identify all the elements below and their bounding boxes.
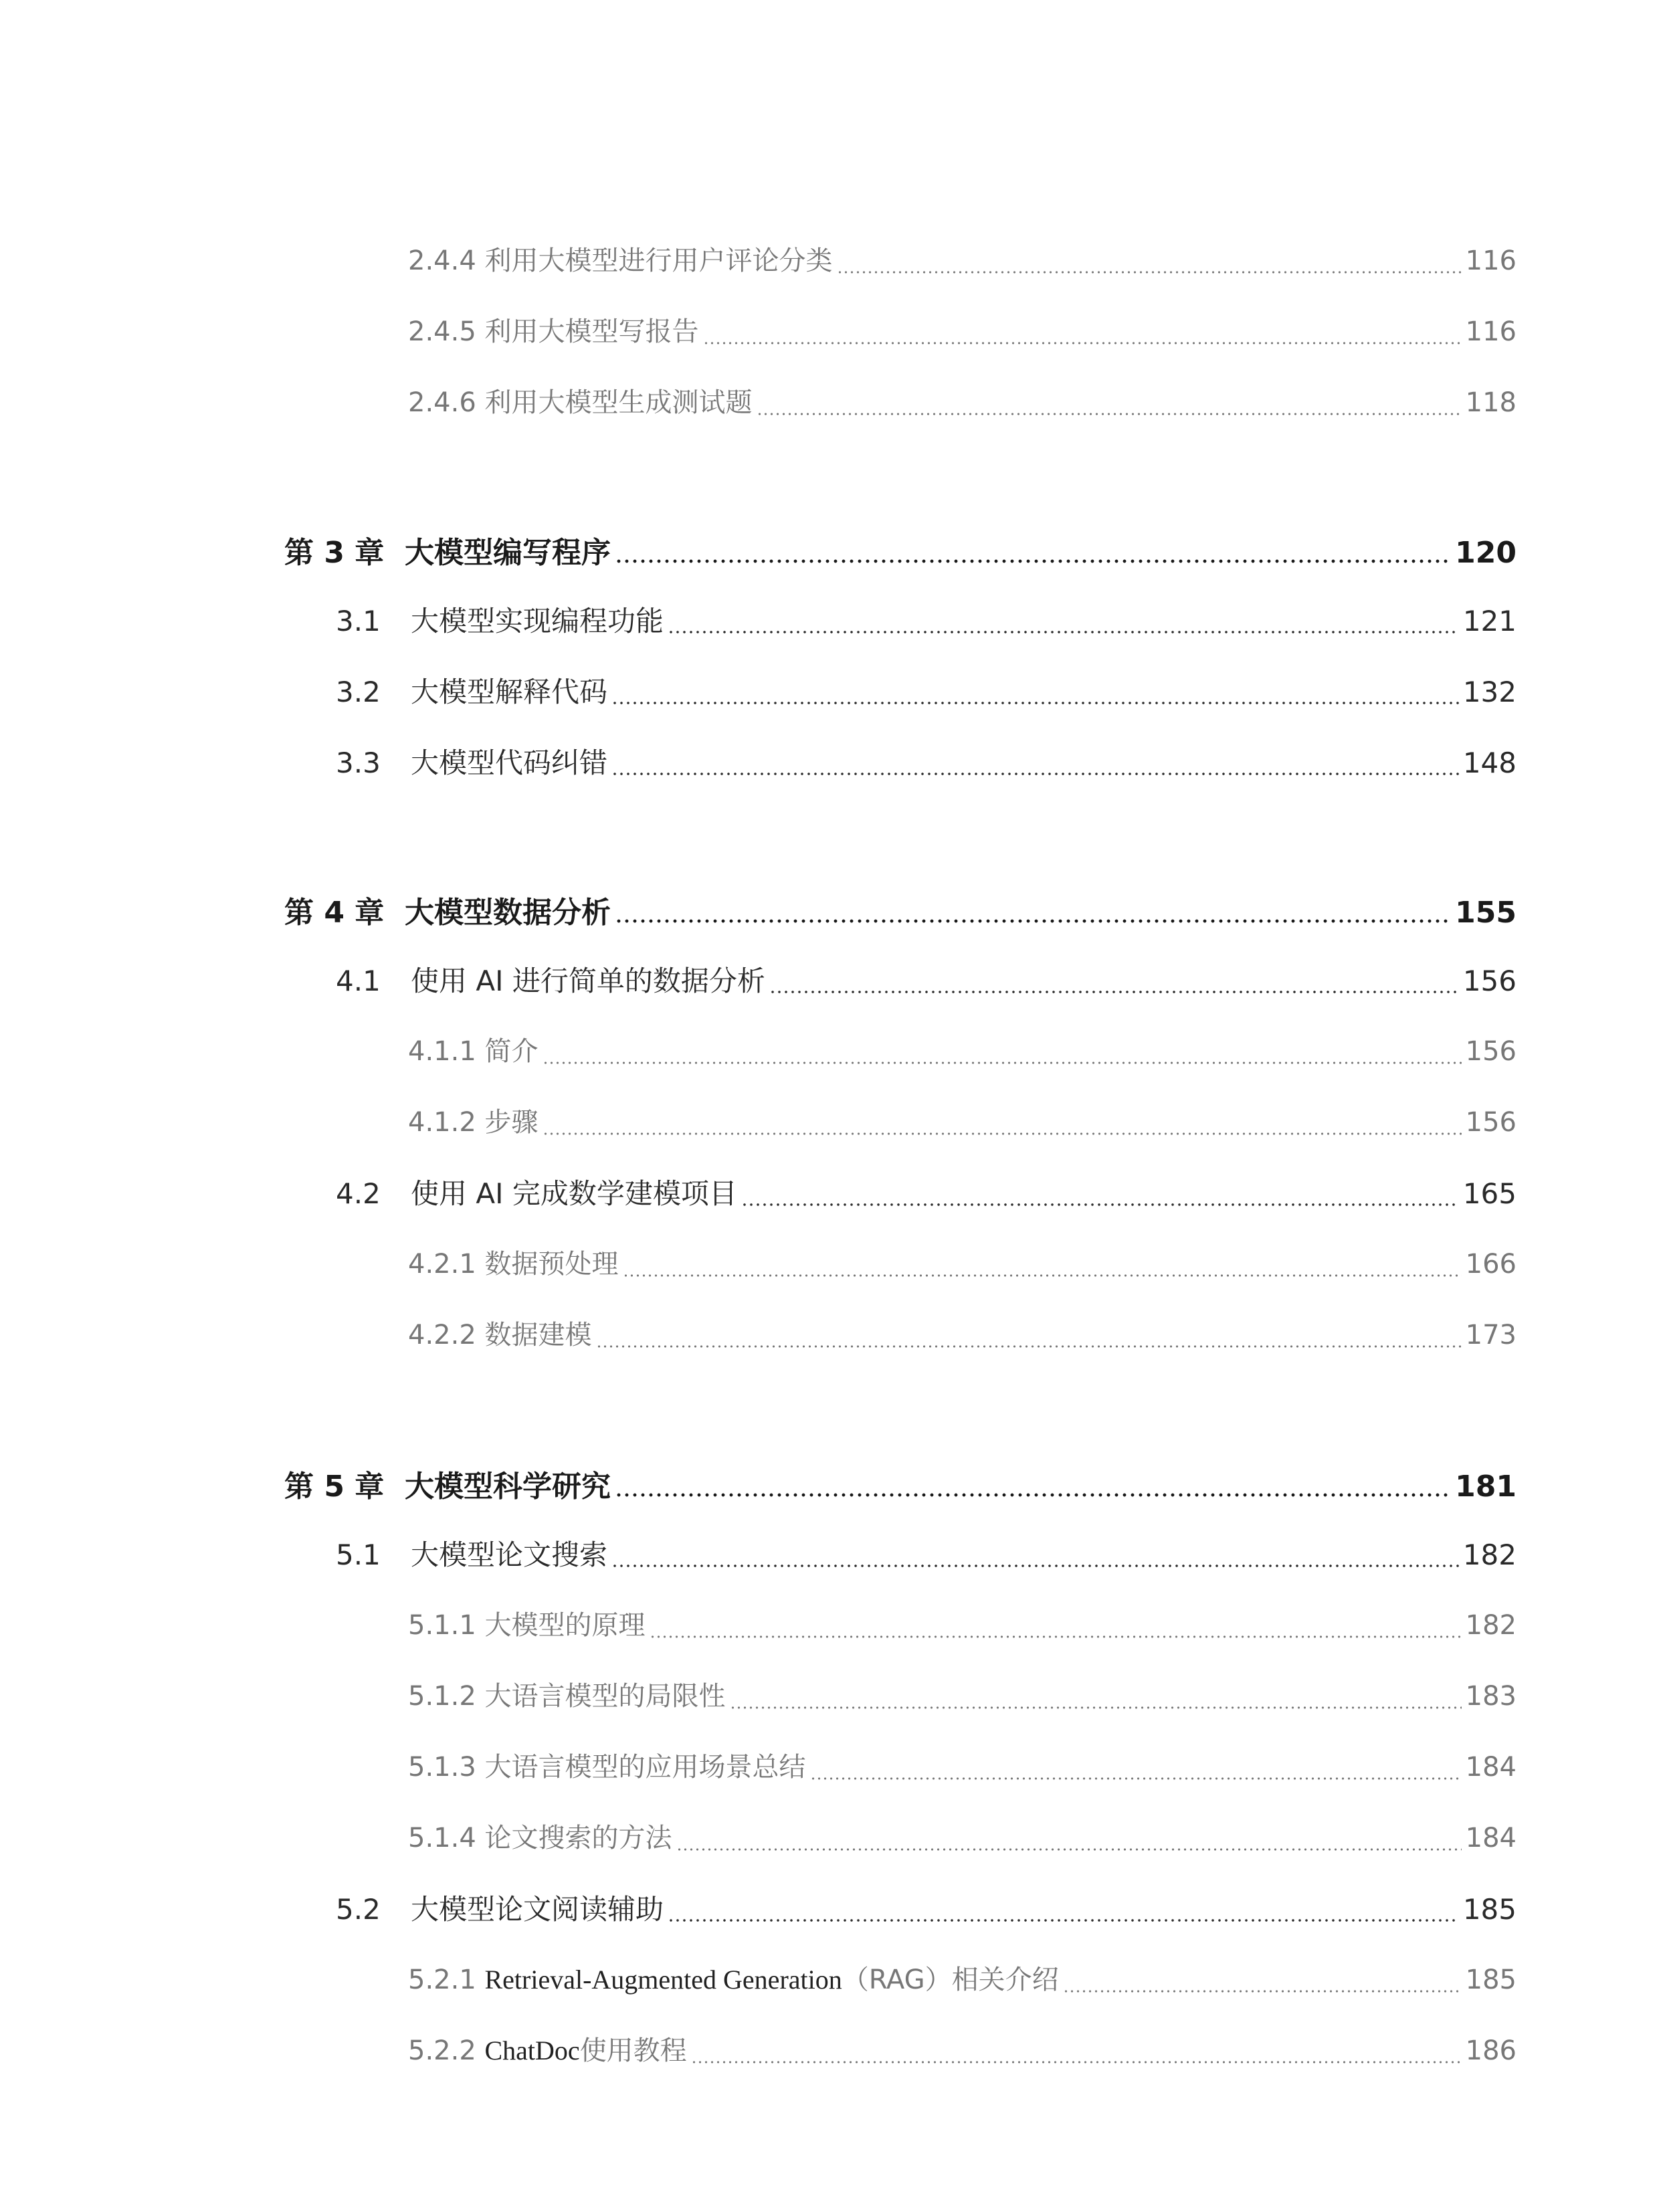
dot-leader — [611, 701, 1459, 705]
toc-title: 大模型代码纠错 — [411, 746, 608, 779]
toc-title: 大模型数据分析 — [405, 896, 611, 930]
toc-page-number: 121 — [1462, 605, 1517, 637]
toc-page-number: 183 — [1465, 1681, 1517, 1712]
toc-entry-5-1-4[interactable] — [408, 1817, 1517, 1859]
toc-number: 4.2 — [336, 1177, 381, 1210]
toc-entry-5-2-1[interactable] — [408, 1958, 1517, 2001]
toc-page-number: 186 — [1465, 2035, 1517, 2066]
toc-number: 5.1.3 — [408, 1752, 476, 1783]
toc-number: 2.4.5 — [408, 316, 476, 347]
toc-chapter-number: 第 3 章 — [284, 536, 385, 570]
toc-number: 4.2.2 — [408, 1320, 476, 1350]
toc-entry-2-4-6[interactable] — [408, 381, 1517, 424]
dot-leader — [730, 1706, 1462, 1710]
toc-page-number: 148 — [1462, 746, 1517, 779]
toc-number: 5.2.2 — [408, 2035, 476, 2066]
toc-entry-5-2[interactable] — [336, 1888, 1517, 1930]
dot-leader — [769, 990, 1459, 994]
toc-page-number: 165 — [1462, 1177, 1517, 1210]
toc-number: 4.2.1 — [408, 1249, 476, 1280]
toc-title-latin: Retrieval-Augmented Generation — [484, 1965, 842, 1995]
toc-number: 5.1.4 — [408, 1823, 476, 1853]
toc-number: 2.4.6 — [408, 387, 476, 418]
toc-page-number: 185 — [1462, 1893, 1517, 1926]
dot-leader — [668, 1918, 1459, 1922]
toc-entry-5-2-2[interactable] — [408, 2029, 1517, 2072]
toc-page-number: 184 — [1465, 1752, 1517, 1783]
dot-leader — [543, 1061, 1462, 1065]
toc-entry-chapter-3[interactable] — [284, 528, 1517, 571]
toc-page-number: 182 — [1462, 1538, 1517, 1571]
toc-title: 简介 — [484, 1036, 539, 1067]
dot-leader — [543, 1132, 1462, 1136]
toc-title: 大模型的原理 — [484, 1610, 646, 1641]
toc-page-number: 182 — [1465, 1610, 1517, 1641]
toc-number: 4.1.2 — [408, 1107, 476, 1138]
toc-number: 5.1.1 — [408, 1610, 476, 1641]
toc-title: 大语言模型的局限性 — [484, 1681, 726, 1712]
toc-number: 5.2 — [336, 1893, 381, 1926]
dot-leader — [837, 270, 1462, 274]
toc-page-number: 185 — [1465, 1965, 1517, 1995]
toc-title-latin: ChatDoc — [484, 2035, 580, 2066]
toc-number: 4.1 — [336, 965, 381, 997]
toc-title: 利用大模型写报告 — [484, 316, 699, 347]
toc-entry-4-2-1[interactable] — [408, 1243, 1517, 1286]
toc-page-number: 116 — [1465, 245, 1517, 276]
toc-entry-4-2[interactable] — [336, 1172, 1517, 1215]
toc-title: 利用大模型生成测试题 — [484, 387, 753, 418]
toc-entry-3-3[interactable] — [336, 741, 1517, 784]
toc-entry-chapter-5[interactable] — [284, 1462, 1517, 1505]
toc-title: 大模型论文搜索 — [411, 1538, 608, 1571]
dot-leader — [615, 559, 1451, 563]
toc-entry-4-1-1[interactable] — [408, 1030, 1517, 1073]
toc-page-number: 156 — [1465, 1036, 1517, 1067]
dot-leader — [741, 1203, 1459, 1207]
toc-number: 5.1.2 — [408, 1681, 476, 1712]
dot-leader — [703, 341, 1462, 345]
toc-entry-chapter-4[interactable] — [284, 888, 1517, 931]
toc-title: 使用教程 — [579, 2035, 687, 2066]
toc-page-number: 155 — [1455, 896, 1517, 930]
toc-number: 4.1.1 — [408, 1036, 476, 1067]
dot-leader — [810, 1777, 1462, 1781]
toc-title: 大模型实现编程功能 — [411, 605, 664, 637]
toc-entry-5-1-1[interactable] — [408, 1604, 1517, 1647]
toc-page-number: 166 — [1465, 1249, 1517, 1280]
toc-title: 数据建模 — [484, 1320, 592, 1350]
dot-leader — [611, 1564, 1459, 1568]
toc-entry-4-1[interactable] — [336, 959, 1517, 1002]
toc-entry-3-1[interactable] — [336, 599, 1517, 642]
toc-page-number: 156 — [1462, 965, 1517, 997]
toc-chapter-number: 第 5 章 — [284, 1470, 385, 1504]
toc-title: 论文搜索的方法 — [484, 1823, 672, 1853]
dot-leader — [615, 1493, 1451, 1497]
dot-leader — [676, 1847, 1462, 1851]
toc-page-number: 184 — [1465, 1823, 1517, 1853]
toc-title: 大模型科学研究 — [405, 1470, 611, 1504]
toc-page-number: 132 — [1462, 676, 1517, 708]
toc-number: 5.1 — [336, 1538, 381, 1571]
toc-title: 大语言模型的应用场景总结 — [484, 1752, 806, 1783]
toc-entry-4-2-2[interactable] — [408, 1314, 1517, 1356]
toc-page-number: 156 — [1465, 1107, 1517, 1138]
toc-title: 数据预处理 — [484, 1249, 619, 1280]
dot-leader — [623, 1274, 1462, 1278]
toc-number: 3.3 — [336, 746, 381, 779]
dot-leader — [668, 630, 1459, 634]
toc-page-number: 118 — [1465, 387, 1517, 418]
toc-page-number: 120 — [1455, 536, 1517, 570]
toc-entry-5-1-3[interactable] — [408, 1746, 1517, 1789]
toc-entry-5-1-2[interactable] — [408, 1675, 1517, 1718]
toc-page-number: 173 — [1465, 1320, 1517, 1350]
toc-title: 大模型编写程序 — [405, 536, 611, 570]
toc-title: 大模型论文阅读辅助 — [411, 1893, 664, 1926]
toc-entry-2-4-5[interactable] — [408, 310, 1517, 353]
toc-chapter-number: 第 4 章 — [284, 896, 385, 930]
toc-page-number: 181 — [1455, 1470, 1517, 1504]
toc-number: 3.1 — [336, 605, 381, 637]
dot-leader — [615, 919, 1451, 923]
toc-entry-3-2[interactable] — [336, 670, 1517, 713]
toc-entry-2-4-4[interactable] — [408, 239, 1517, 282]
toc-title: 大模型解释代码 — [411, 676, 608, 708]
dot-leader — [650, 1635, 1462, 1639]
toc-entry-4-1-2[interactable] — [408, 1101, 1517, 1144]
toc-number: 2.4.4 — [408, 245, 476, 276]
dot-leader — [691, 2060, 1462, 2064]
toc-title: 使用 AI 完成数学建模项目 — [411, 1177, 737, 1210]
toc-title: 利用大模型进行用户评论分类 — [484, 245, 833, 276]
toc-title: （RAG）相关介绍 — [842, 1965, 1059, 1995]
dot-leader — [757, 412, 1462, 416]
toc-page-number: 116 — [1465, 316, 1517, 347]
dot-leader — [611, 772, 1459, 776]
toc-number: 5.2.1 — [408, 1965, 476, 1995]
dot-leader — [596, 1344, 1462, 1348]
dot-leader — [1063, 1989, 1462, 1993]
toc-number: 3.2 — [336, 676, 381, 708]
toc-title: 使用 AI 进行简单的数据分析 — [411, 965, 765, 997]
toc-title: 步骤 — [484, 1107, 539, 1138]
toc-entry-5-1[interactable] — [336, 1533, 1517, 1576]
